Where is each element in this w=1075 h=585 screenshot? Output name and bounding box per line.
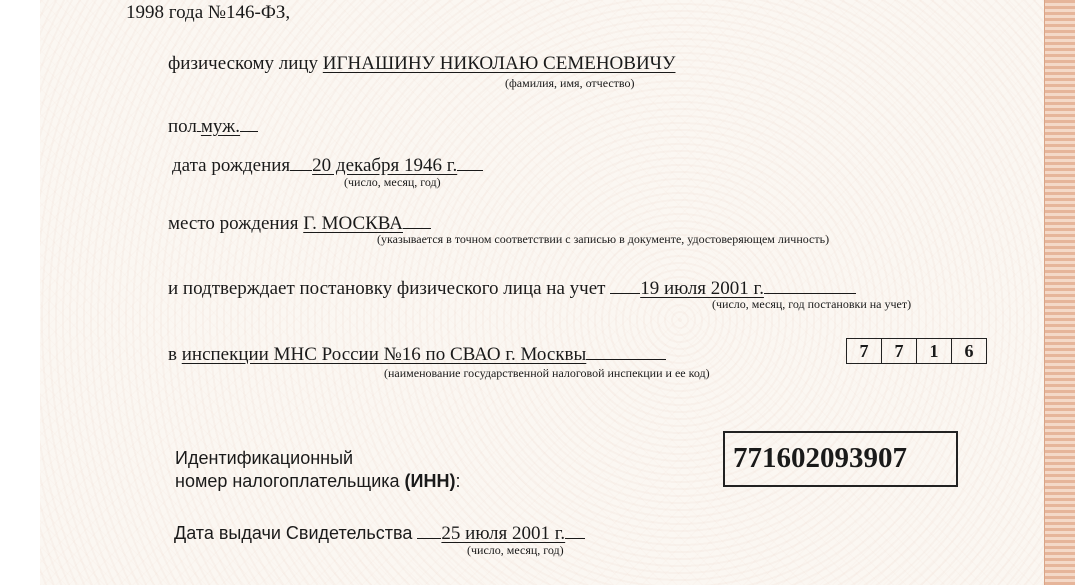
inspection-caption: (наименование государственной налоговой инспекции и ее код) xyxy=(384,366,710,380)
gender-label: пол xyxy=(168,116,197,137)
registration-value: 19 июля 2001 г. xyxy=(640,278,764,299)
inn-value: 771602093907 xyxy=(723,431,958,487)
issue-date-value: 25 июля 2001 г. xyxy=(441,523,566,544)
inn-label-line2 xyxy=(175,470,461,492)
issue-date-underline-tail xyxy=(565,520,585,539)
person-caption: (фамилия, имя, отчество) xyxy=(505,76,635,90)
birth-date-row xyxy=(172,152,483,177)
birth-date-label: дата рождения xyxy=(172,155,291,176)
inspection-code-digit: 7 xyxy=(847,339,882,363)
law-reference: 1998 года №146-ФЗ, xyxy=(126,2,291,23)
person-label: физическому лицу xyxy=(168,53,319,74)
issue-date-row xyxy=(174,520,585,545)
birth-date-value: 20 декабря 1946 г. xyxy=(312,155,458,176)
issue-date-underline-lead xyxy=(417,520,441,539)
inn-label-line1: Идентификационный xyxy=(175,448,354,468)
inspection-prefix: в xyxy=(168,344,177,365)
birth-place-caption: (указывается в точном соответствии с записью в документе, удостоверяющем личность) xyxy=(377,232,830,246)
birth-date-underline-lead xyxy=(290,152,312,171)
person-row xyxy=(168,53,675,75)
inspection-code-box xyxy=(846,338,987,364)
inspection-row xyxy=(168,341,666,366)
gender-value: муж. xyxy=(200,116,241,137)
inn-label-abbr: (ИНН) xyxy=(404,471,456,491)
registration-label: и подтверждает постановку физического лица на учет xyxy=(168,278,606,299)
person-name: ИГНАШИНУ НИКОЛАЮ СЕМЕНОВИЧУ xyxy=(322,53,676,74)
gender-row xyxy=(168,113,258,138)
inn-label-suffix: : xyxy=(455,471,461,491)
gender-underline-tail xyxy=(240,113,258,132)
inspection-code-digit: 7 xyxy=(882,339,917,363)
inspection-code-digit: 1 xyxy=(917,339,952,363)
scan-margin xyxy=(0,0,40,585)
issue-date-caption: (число, месяц, год) xyxy=(467,543,564,557)
birth-date-underline-tail xyxy=(457,152,483,171)
inspection-value: инспекции МНС России №16 по СВАО г. Москвы xyxy=(181,344,587,365)
registration-underline-lead xyxy=(610,275,640,294)
birth-place-label: место рождения xyxy=(168,213,299,234)
birth-date-caption: (число, месяц, год) xyxy=(344,175,441,189)
inn-label-prefix: номер налогоплательщика xyxy=(175,471,405,491)
birth-place-underline-tail xyxy=(403,210,431,229)
birth-place-value: Г. МОСКВА xyxy=(303,213,403,234)
registration-caption: (число, месяц, год постановки на учет) xyxy=(712,297,912,311)
inspection-code-digit: 6 xyxy=(964,341,974,361)
ornamental-border xyxy=(1044,0,1075,585)
issue-date-label: Дата выдачи Свидетельства xyxy=(174,523,413,543)
inspection-underline-tail xyxy=(586,341,666,360)
registration-underline-tail xyxy=(764,275,856,294)
